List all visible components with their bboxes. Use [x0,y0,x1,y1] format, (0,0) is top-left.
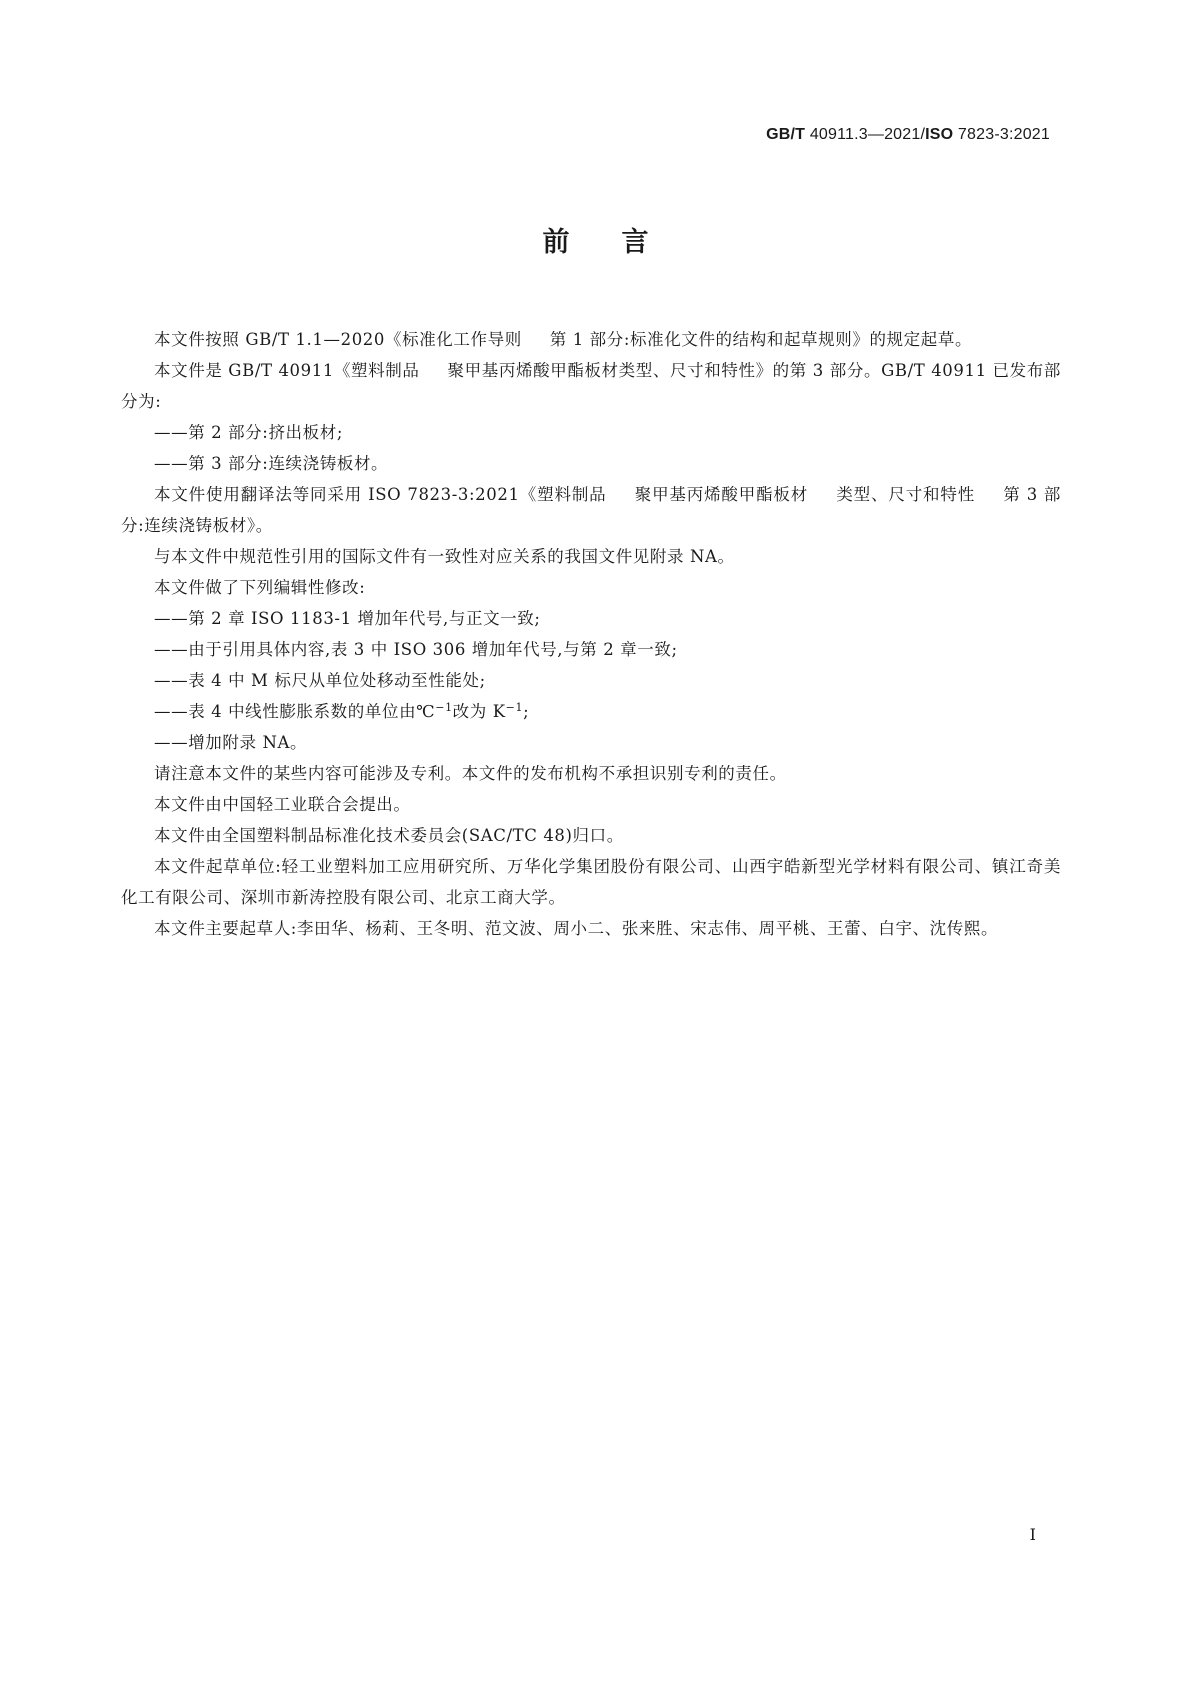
paragraph-translation: 本文件使用翻译法等同采用 ISO 7823-3:2021《塑料制品 聚甲基丙烯酸甲酯板材 类型、尺寸和特性 第 3 部分:连续浇铸板材》。 [121,485,1061,535]
paragraph-proposer: 本文件由中国轻工业联合会提出。 [154,795,411,814]
paragraph-patent-notice: 请注意本文件的某些内容可能涉及专利。本文件的发布机构不承担识别专利的责任。 [154,764,787,783]
iso-number: 7823-3:2021 [953,126,1050,143]
list-item: ——表 4 中 M 标尺从单位处移动至性能处; [154,671,486,690]
paragraph-modifications-intro: 本文件做了下列编辑性修改: [154,578,366,597]
iso-prefix: ISO [925,126,954,143]
paragraph-drafters: 本文件主要起草人:李田华、杨莉、王冬明、范文波、周小二、张来胜、宋志伟、周平桃、王蕾、白宇、沈传熙。 [154,919,999,938]
list-item: ——表 4 中线性膨胀系数的单位由℃$^{-1}$改为 $K^{-1}$; [154,701,530,721]
list-item: ——第 3 部分:连续浇铸板材。 [154,454,389,473]
paragraph-drafting-units: 本文件起草单位:轻工业塑料加工应用研究所、万华化学集团股份有限公司、山西宇皓新型光学材料有限公司、镇江奇美化工有限公司、深圳市新涛控股有限公司、北京工商大学。 [121,857,1061,907]
list-item: ——第 2 章 ISO 1183-1 增加年代号,与正文一致; [154,609,541,628]
std-number: 40911.3—2021/ [805,126,926,143]
paragraph-drafting-rules: 本文件按照 GB/T 1.1—2020《标准化工作导则 第 1 部分:标准化文件的结构和起草规则》的规定起草。 [154,330,973,349]
paragraph-annex-reference: 与本文件中规范性引用的国际文件有一致性对应关系的我国文件见附录 NA。 [154,547,735,566]
list-item: ——增加附录 NA。 [154,733,308,752]
paragraph-committee: 本文件由全国塑料制品标准化技术委员会(SAC/TC 48)归口。 [154,826,624,845]
page-title: 前言 [542,227,701,258]
page-number: I [1029,1525,1036,1544]
std-prefix: GB/T [766,126,806,143]
list-item: ——由于引用具体内容,表 3 中 ISO 306 增加年代号,与第 2 章一致; [154,640,678,659]
foreword-body [121,324,1061,944]
list-item: ——第 2 部分:挤出板材; [154,423,344,442]
standard-code-header [766,126,1050,144]
paragraph-series-part: 本文件是 GB/T 40911《塑料制品 聚甲基丙烯酸甲酯板材类型、尺寸和特性》的第 3 部分。GB/T 40911 已发布部分为: [121,361,1061,411]
